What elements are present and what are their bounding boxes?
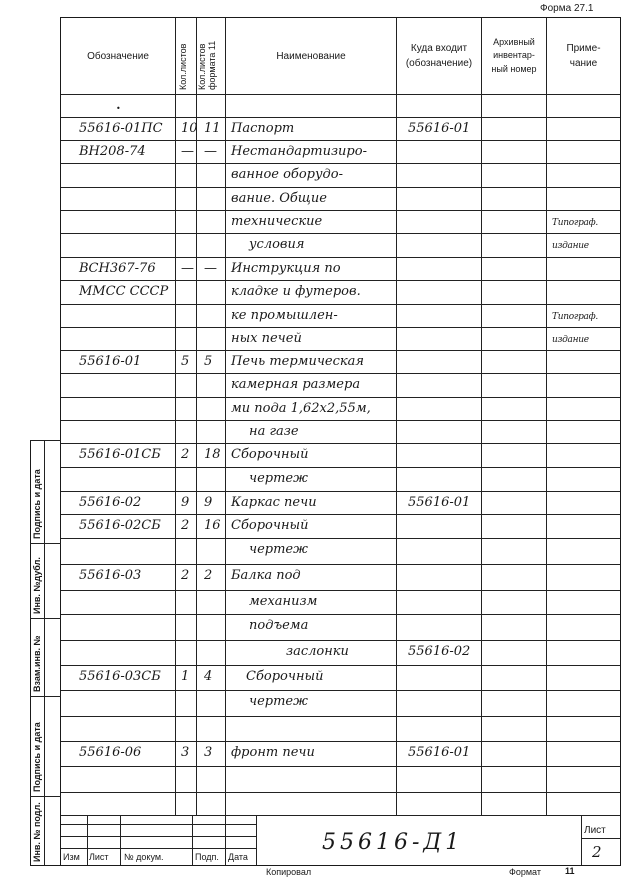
sheets-cell: 9 bbox=[181, 495, 190, 510]
name-cell: кладке и футеров. bbox=[231, 284, 361, 299]
name-cell: на газе bbox=[249, 424, 299, 439]
designation-cell: ВН208-74 bbox=[79, 144, 146, 159]
sheet-label: Лист bbox=[584, 825, 606, 836]
title-block-row bbox=[61, 824, 256, 825]
title-block-row bbox=[61, 848, 256, 849]
name-cell: механизм bbox=[249, 594, 318, 609]
format-cell: 16 bbox=[204, 518, 221, 533]
row-divider bbox=[61, 187, 620, 188]
row-divider bbox=[61, 491, 620, 492]
name-cell: Паспорт bbox=[231, 121, 295, 136]
title-block-column bbox=[225, 815, 226, 865]
name-cell: Инструкция по bbox=[231, 261, 341, 276]
tb-doc: № докум. bbox=[124, 852, 164, 862]
name-cell: фронт печи bbox=[231, 745, 315, 760]
row-divider bbox=[61, 280, 620, 281]
title-block-column bbox=[120, 815, 121, 865]
format-cell: — bbox=[204, 144, 217, 159]
used-in-cell: 55616-01 bbox=[408, 745, 471, 760]
binding-divider bbox=[30, 618, 61, 619]
row-divider bbox=[61, 514, 620, 515]
name-cell: Нестандартизиро- bbox=[231, 144, 367, 159]
side-label: Инв. № подл. bbox=[32, 802, 42, 862]
used-in-cell: 55616-02 bbox=[408, 644, 471, 659]
row-divider bbox=[61, 564, 620, 565]
designation-cell: 55616-03СБ bbox=[79, 669, 161, 684]
dot-mark: • bbox=[116, 104, 121, 113]
format-cell: 4 bbox=[204, 669, 213, 684]
tb-list: Лист bbox=[89, 852, 109, 862]
format-cell: 9 bbox=[204, 495, 213, 510]
binding-divider bbox=[30, 696, 61, 697]
format-cell: 11 bbox=[204, 121, 221, 136]
format-cell: 3 bbox=[204, 745, 213, 760]
row-divider bbox=[61, 792, 620, 793]
row-divider bbox=[61, 420, 620, 421]
footer-copied: Копировал bbox=[266, 867, 312, 877]
format-cell: 5 bbox=[204, 354, 213, 369]
side-label: Подпись и дата bbox=[32, 722, 42, 792]
note-cell: издание bbox=[552, 241, 589, 251]
header-archive-no: Архивный инвентар- ный номер bbox=[491, 36, 537, 74]
row-divider bbox=[61, 741, 620, 742]
designation-cell: 55616-03 bbox=[79, 568, 142, 583]
row-divider bbox=[61, 140, 620, 141]
sheets-cell: 10 bbox=[181, 121, 198, 136]
column-divider bbox=[481, 18, 482, 815]
sheets-cell: 2 bbox=[181, 568, 190, 583]
name-cell: Сборочный bbox=[246, 669, 324, 684]
designation-cell: 55616-01 bbox=[79, 354, 142, 369]
designation-cell: 55616-01ПС bbox=[79, 121, 163, 136]
header-sheets-format: Кол.листов формата 11 bbox=[197, 40, 218, 90]
format-cell: — bbox=[204, 261, 217, 276]
column-divider bbox=[225, 18, 226, 815]
row-divider bbox=[61, 665, 620, 666]
sheets-cell: — bbox=[181, 261, 194, 276]
row-divider bbox=[61, 210, 620, 211]
format-cell: 2 bbox=[204, 568, 213, 583]
binding-divider bbox=[30, 440, 61, 441]
name-cell: Каркас печи bbox=[231, 495, 317, 510]
header-name: Наименование bbox=[276, 50, 346, 62]
name-cell: Сборочный bbox=[231, 518, 309, 533]
designation-cell: 55616-01СБ bbox=[79, 447, 161, 462]
used-in-cell: 55616-01 bbox=[408, 121, 471, 136]
used-in-cell: 55616-01 bbox=[408, 495, 471, 510]
name-cell: заслонки bbox=[286, 644, 349, 659]
column-divider bbox=[175, 18, 176, 815]
note-cell: Типограф. bbox=[552, 312, 598, 322]
name-cell: чертеж bbox=[249, 542, 308, 557]
row-divider bbox=[61, 716, 620, 717]
row-divider bbox=[61, 327, 620, 328]
form-label: Форма 27.1 bbox=[540, 3, 594, 14]
name-cell: чертеж bbox=[249, 694, 308, 709]
binding-divider bbox=[30, 543, 61, 544]
note-cell: издание bbox=[552, 335, 589, 345]
row-divider bbox=[61, 443, 620, 444]
tb-data: Дата bbox=[228, 852, 248, 862]
doc-number: 55616-Д1 bbox=[322, 830, 464, 855]
sheet-number: 2 bbox=[592, 843, 602, 861]
title-block-column bbox=[192, 815, 193, 865]
row-divider bbox=[61, 233, 620, 234]
designation-cell: 55616-02СБ bbox=[79, 518, 161, 533]
header-used-in: Куда входит (обозначение) bbox=[405, 43, 473, 69]
row-divider bbox=[61, 538, 620, 539]
row-divider bbox=[61, 397, 620, 398]
header-designation: Обозначение bbox=[87, 50, 149, 62]
column-divider bbox=[196, 18, 197, 815]
name-cell: условия bbox=[249, 237, 305, 252]
name-cell: Балка под bbox=[231, 568, 301, 583]
footer-format-value: 11 bbox=[565, 866, 575, 876]
row-divider bbox=[61, 467, 620, 468]
row-divider bbox=[61, 690, 620, 691]
tb-izm: Изм bbox=[63, 852, 80, 862]
format-cell: 18 bbox=[204, 447, 221, 462]
row-divider bbox=[61, 257, 620, 258]
designation-cell: 55616-06 bbox=[79, 745, 142, 760]
title-block-sheet-row bbox=[581, 838, 620, 839]
row-divider bbox=[61, 614, 620, 615]
sheets-cell: 2 bbox=[181, 447, 190, 462]
side-label: Подпись и дата bbox=[32, 469, 42, 539]
row-divider bbox=[61, 373, 620, 374]
sheets-cell: — bbox=[181, 144, 194, 159]
header-remarks: Приме- чание bbox=[566, 43, 601, 69]
tb-podp: Подп. bbox=[195, 852, 219, 862]
name-cell: чертеж bbox=[249, 471, 308, 486]
name-cell: камерная размера bbox=[231, 377, 361, 392]
row-divider bbox=[61, 304, 620, 305]
name-cell: технические bbox=[231, 214, 323, 229]
title-block-sheet-divider bbox=[581, 815, 582, 865]
title-block-column bbox=[256, 815, 257, 865]
title-block-row bbox=[61, 836, 256, 837]
column-divider bbox=[396, 18, 397, 815]
title-block-column bbox=[87, 815, 88, 865]
designation-cell: ММСС СССР bbox=[79, 284, 169, 299]
side-label: Инв. №дубл. bbox=[32, 557, 42, 614]
name-cell: Сборочный bbox=[231, 447, 309, 462]
row-divider bbox=[61, 117, 620, 118]
row-divider bbox=[61, 350, 620, 351]
sheets-cell: 3 bbox=[181, 745, 190, 760]
sheets-cell: 5 bbox=[181, 354, 190, 369]
footer-format-label: Формат bbox=[509, 867, 541, 877]
row-divider bbox=[61, 163, 620, 164]
name-cell: ных печей bbox=[231, 331, 302, 346]
row-divider bbox=[61, 640, 620, 641]
name-cell: Печь термическая bbox=[231, 354, 365, 369]
name-cell: ми пода 1,62х2,55м, bbox=[231, 401, 371, 416]
header-sheets-count: Кол.листов bbox=[178, 43, 188, 90]
title-block-top bbox=[61, 815, 620, 816]
row-divider bbox=[61, 766, 620, 767]
row-divider bbox=[61, 590, 620, 591]
header-divider bbox=[61, 94, 620, 95]
sheets-cell: 1 bbox=[181, 669, 190, 684]
note-cell: Типограф. bbox=[552, 218, 598, 228]
binding-inner-line bbox=[44, 440, 45, 865]
binding-divider bbox=[30, 796, 61, 797]
name-cell: вание. Общие bbox=[231, 191, 327, 206]
name-cell: ке промышлен- bbox=[231, 308, 338, 323]
designation-cell: 55616-02 bbox=[79, 495, 142, 510]
designation-cell: ВСН367-76 bbox=[79, 261, 156, 276]
name-cell: ванное оборудо- bbox=[231, 167, 344, 182]
column-divider bbox=[546, 18, 547, 815]
side-label: Взам.инв. № bbox=[32, 635, 42, 692]
name-cell: подъема bbox=[249, 618, 309, 633]
sheets-cell: 2 bbox=[181, 518, 190, 533]
